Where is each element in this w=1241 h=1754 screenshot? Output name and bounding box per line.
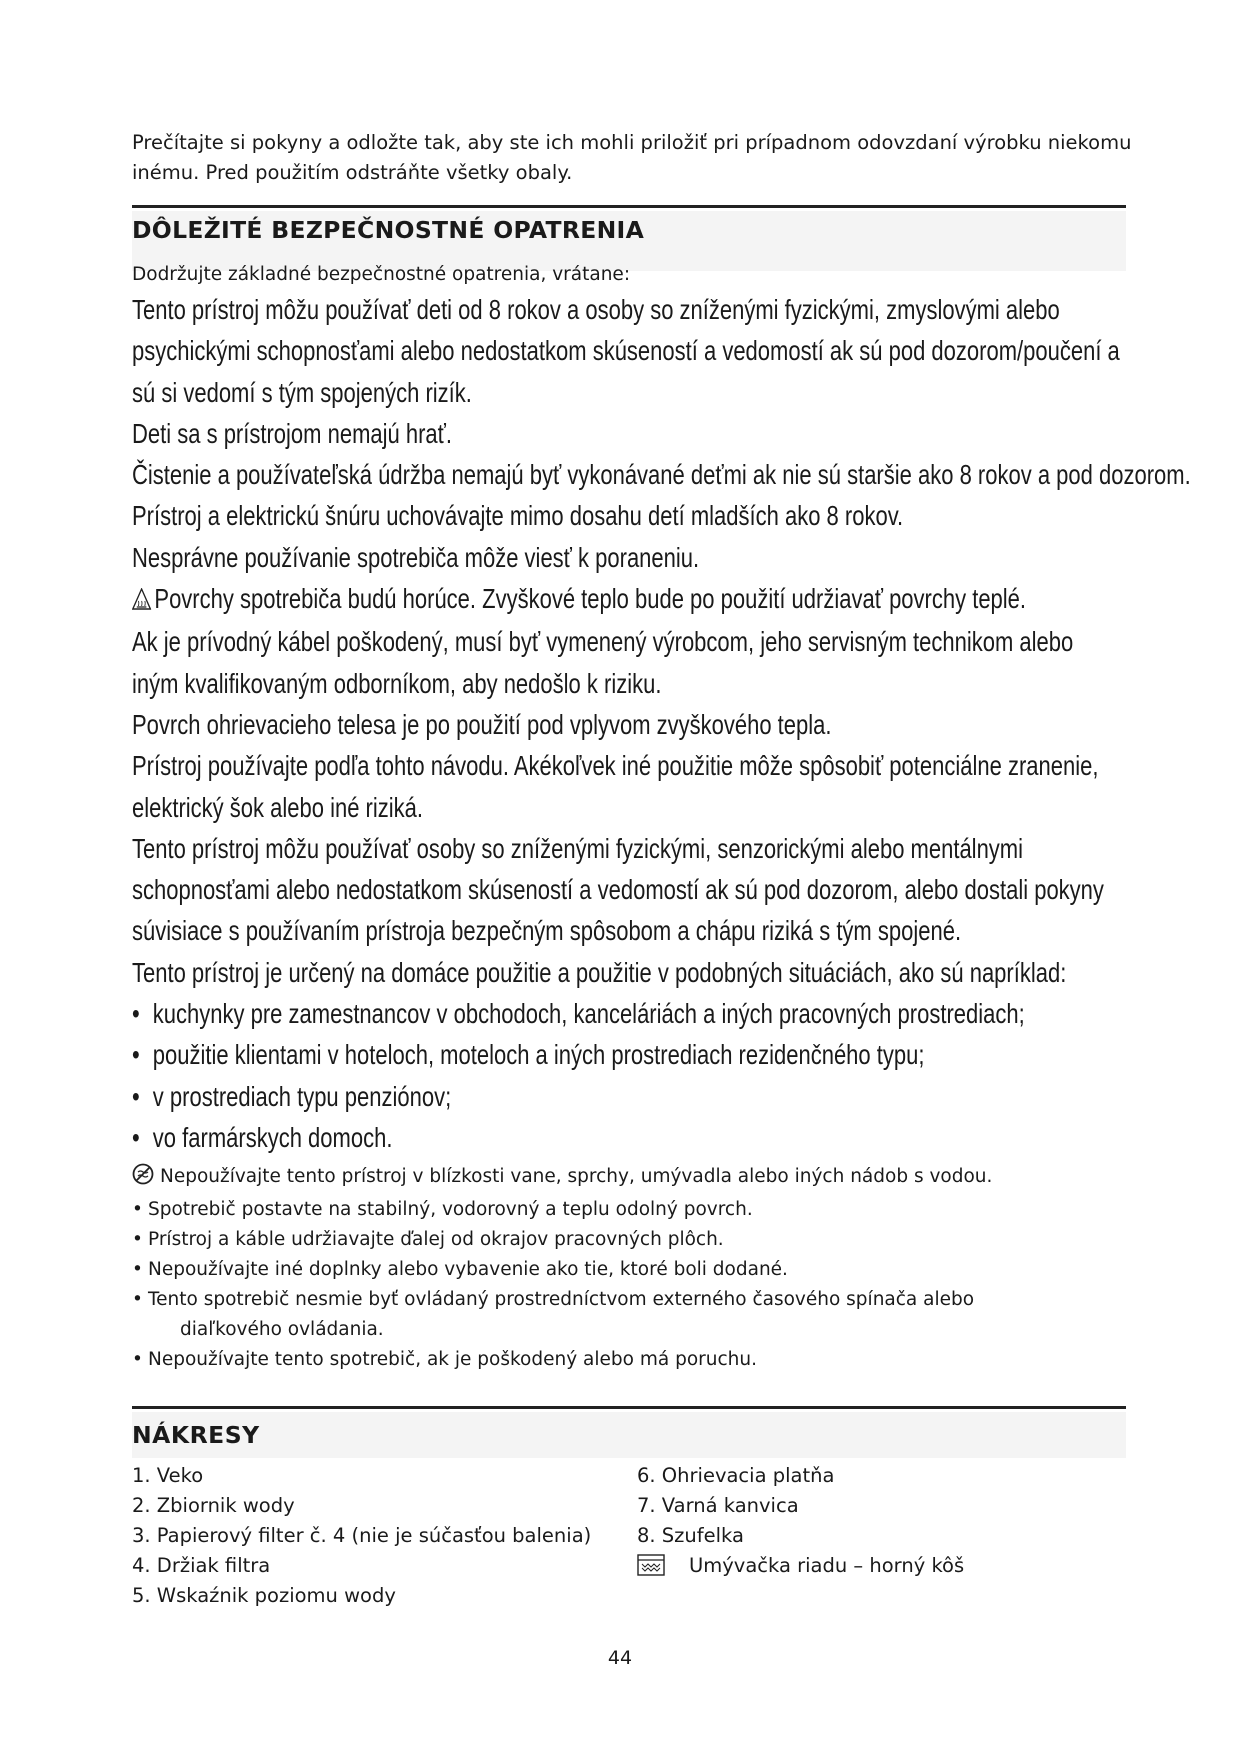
list-item-text: kuchynky pre zamestnancov v obchodoch, kanceláriách a iných pracovných prostrediach; bbox=[152, 998, 1025, 1030]
safety-line: iným kvalifikovaným odborníkom, aby nedošlo k riziku. bbox=[132, 667, 662, 699]
safety-line: sú si vedomí s tým spojených rizík. bbox=[132, 376, 472, 408]
section-divider bbox=[132, 1406, 1126, 1409]
safety-line: súvisiace s používaním prístroja bezpečným spôsobom a chápu riziká s tým spojené. bbox=[132, 915, 962, 947]
safety-line: Prístroj a elektrickú šnúru uchovávajte mimo dosahu detí mladších ako 8 rokov. bbox=[132, 500, 904, 532]
list-item bbox=[132, 1255, 1132, 1285]
safety-line: Povrchy spotrebiča budú horúce. Zvyškové teplo bude po použití udržiavať povrchy teplé. bbox=[154, 583, 1027, 615]
bullet: • bbox=[132, 1199, 143, 1220]
safety-line: Prístroj používajte podľa tohto návodu. Akékoľvek iné použitie môže spôsobiť potenciálne zranenie, bbox=[132, 750, 1099, 782]
no-water-line bbox=[132, 1162, 1132, 1195]
dishwasher-top-basket-icon bbox=[637, 1554, 689, 1585]
additional-instructions bbox=[132, 1162, 1132, 1375]
safety-line: psychickými schopnosťami alebo nedostatkom skúseností a vedomostí ak sú pod dozorom/poučení a bbox=[132, 335, 1120, 367]
safety-line: Ak je prívodný kábel poškodený, musí byť vymenený výrobcom, jeho servisným technikom alebo bbox=[132, 626, 1074, 658]
part-item: 1. Veko bbox=[132, 1464, 204, 1487]
list-item bbox=[132, 993, 1025, 1034]
bullet: • bbox=[132, 998, 140, 1030]
safety-subtitle: Dodržujte základné bezpečnostné opatrenia, vrátane: bbox=[132, 264, 631, 285]
bullet: • bbox=[132, 1289, 143, 1310]
no-water-text: Nepoužívajte tento prístroj v blízkosti vane, sprchy, umývadla alebo iných nádob s vodou. bbox=[160, 1166, 993, 1187]
safety-line: schopnosťami alebo nedostatkom skúseností a vedomostí ak sú pod dozorom, alebo dostali pokyny bbox=[132, 874, 1104, 906]
list-item bbox=[132, 1034, 932, 1075]
page-number: 44 bbox=[607, 1647, 633, 1669]
safety-line: Tento prístroj môžu používať deti od 8 rokov a osoby so zníženými fyzickými, zmyslovými alebo bbox=[132, 294, 1060, 325]
list-item bbox=[132, 1225, 1132, 1255]
intro-text bbox=[132, 128, 1132, 188]
bullet: • bbox=[132, 1080, 140, 1112]
safety-line: Povrch ohrievacieho telesa je po použití pod vplyvom zvyškového tepla. bbox=[132, 708, 832, 740]
list-item-text: v prostrediach typu penziónov; bbox=[152, 1080, 452, 1112]
part-item: 4. Držiak filtra bbox=[132, 1554, 271, 1577]
safety-line: Tento prístroj môžu používať osoby so zníženými fyzickými, senzorickými alebo mentálnymi bbox=[132, 832, 1024, 864]
drawings-header bbox=[132, 1412, 1126, 1458]
list-item-text: Nepoužívajte tento spotrebič, ak je poškodený alebo má poruchu. bbox=[148, 1349, 757, 1370]
part-item: 7. Varná kanvica bbox=[637, 1494, 799, 1517]
safety-line: Tento prístroj je určený na domáce použitie a použitie v podobných situáciách, ako sú napríklad: bbox=[132, 956, 1067, 988]
safety-line: Deti sa s prístrojom nemajú hrať. bbox=[132, 417, 453, 449]
safety-line: Čistenie a používateľská údržba nemajú byť vykonávané deťmi ak nie sú staršie ako 8 rokov a pod dozorom. bbox=[132, 459, 1191, 491]
list-item bbox=[132, 1285, 1132, 1315]
part-item: 5. Wskaźnik poziomu wody bbox=[132, 1584, 396, 1607]
list-item-text: Spotrebič postavte na stabilný, vodorovný a teplu odolný povrch. bbox=[148, 1199, 753, 1220]
safety-instructions bbox=[132, 289, 1191, 1158]
section-divider bbox=[132, 205, 1126, 208]
drawings-title: NÁKRESY bbox=[132, 1421, 260, 1449]
bullet: • bbox=[132, 1229, 143, 1250]
part-item: 3. Papierový filter č. 4 (nie je súčasťou balenia) bbox=[132, 1524, 592, 1547]
list-item-text: Nepoužívajte iné doplnky alebo vybavenie ako tie, ktoré boli dodané. bbox=[148, 1259, 788, 1280]
dishwasher-text: Umývačka riadu – horný kôš bbox=[689, 1554, 965, 1577]
list-item-text: použitie klientami v hoteloch, moteloch a iných prostrediach rezidenčného typu; bbox=[152, 1039, 925, 1071]
bullet: • bbox=[132, 1349, 143, 1370]
safety-title: DÔLEŽITÉ BEZPEČNOSTNÉ OPATRENIA bbox=[132, 216, 645, 244]
bullet: • bbox=[132, 1121, 140, 1153]
list-item bbox=[132, 1345, 1132, 1375]
intro-line: Prečítajte si pokyny a odložte tak, aby ste ich mohli priložiť pri prípadnom odovzdaní výrobku niekomu bbox=[132, 131, 1132, 154]
bullet: • bbox=[132, 1259, 143, 1280]
no-water-icon bbox=[132, 1163, 160, 1195]
hot-surface-line bbox=[132, 578, 1027, 621]
drawings-parts-right bbox=[637, 1461, 964, 1585]
drawings-parts-left bbox=[132, 1461, 591, 1611]
safety-line: elektrický šok alebo iné riziká. bbox=[132, 791, 424, 823]
list-item-continuation: diaľkového ovládania. bbox=[180, 1319, 384, 1340]
list-item bbox=[132, 1195, 1132, 1225]
part-item: 8. Szufelka bbox=[637, 1524, 744, 1547]
list-item-text: Prístroj a káble udržiavajte ďalej od okrajov pracovných plôch. bbox=[148, 1229, 724, 1250]
part-item: 6. Ohrievacia platňa bbox=[637, 1464, 835, 1487]
list-item-text: vo farmárskych domoch. bbox=[152, 1121, 393, 1153]
list-item bbox=[132, 1076, 932, 1117]
intro-line: inému. Pred použitím odstráňte všetky obaly. bbox=[132, 161, 573, 184]
bullet: • bbox=[132, 1039, 140, 1071]
list-item bbox=[132, 1117, 932, 1158]
list-item-text: Tento spotrebič nesmie byť ovládaný prostredníctvom externého časového spínača alebo bbox=[148, 1289, 975, 1310]
hot-surface-warning-icon bbox=[132, 580, 154, 621]
safety-line: Nesprávne používanie spotrebiča môže viesť k poraneniu. bbox=[132, 541, 700, 573]
dishwasher-item bbox=[637, 1551, 964, 1585]
part-item: 2. Zbiornik wody bbox=[132, 1494, 295, 1517]
